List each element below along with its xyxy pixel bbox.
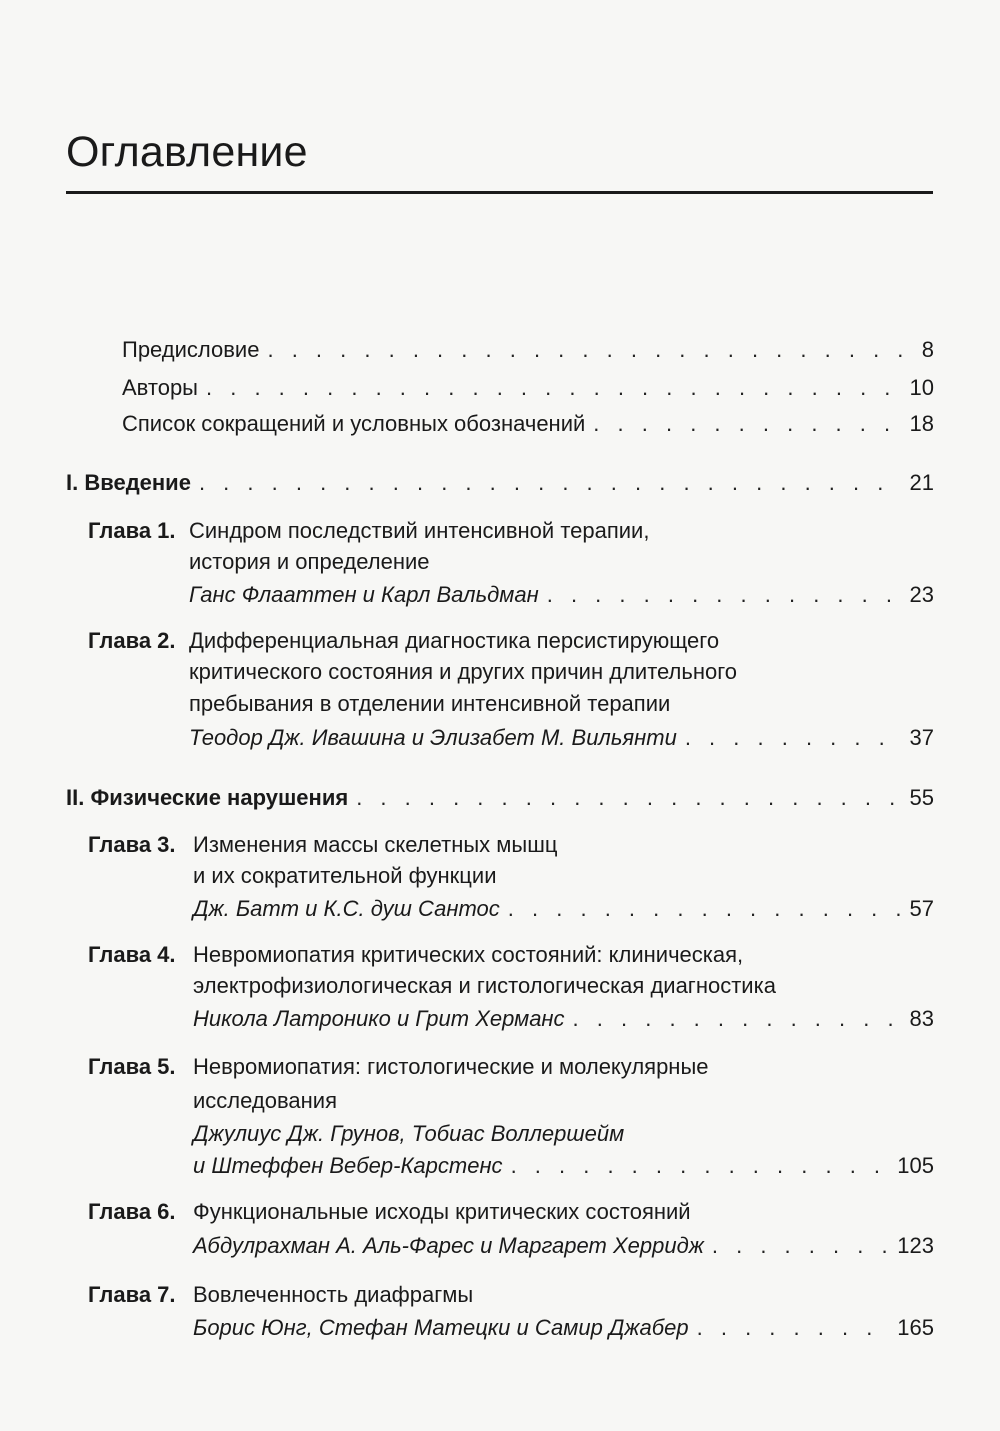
dot-leader xyxy=(593,411,901,437)
chapter-title-line[interactable]: Изменения массы скелетных мышц xyxy=(193,832,558,857)
toc-entry-chapter-7[interactable] xyxy=(193,1315,934,1341)
chapter-title-line[interactable]: исследования xyxy=(193,1088,337,1113)
toc-entry-title: Список сокращений и условных обозначений xyxy=(122,411,586,436)
toc-entry-chapter-3[interactable] xyxy=(193,896,934,922)
chapter-authors: Абдулрахман А. Аль-Фарес и Маргарет Херридж xyxy=(193,1233,704,1258)
toc-entry-abbreviations[interactable] xyxy=(122,411,934,437)
dot-leader xyxy=(685,725,902,751)
dot-leader xyxy=(573,1006,902,1032)
chapter-authors[interactable]: Джулиус Дж. Грунов, Тобиас Воллершейм xyxy=(193,1121,625,1146)
toc-page-number: 37 xyxy=(909,725,934,750)
dot-leader xyxy=(267,337,902,363)
toc-page-number: 55 xyxy=(909,785,934,810)
toc-page-number: 165 xyxy=(897,1315,934,1340)
dot-leader xyxy=(547,582,902,608)
page-title: Оглавление xyxy=(66,128,308,176)
toc-page-number: 18 xyxy=(909,411,934,436)
toc-page-number: 23 xyxy=(909,582,934,607)
dot-leader xyxy=(712,1233,889,1259)
chapter-label: Глава 6. xyxy=(88,1199,176,1224)
dot-leader xyxy=(697,1315,890,1341)
toc-entry-chapter-2[interactable] xyxy=(189,725,934,751)
chapter-title-line[interactable]: электрофизиологическая и гистологическая диагностика xyxy=(193,973,776,998)
dot-leader xyxy=(199,470,902,496)
toc-entry-title: Авторы xyxy=(122,375,198,400)
chapter-title-line[interactable]: история и определение xyxy=(189,549,430,574)
chapter-authors: Борис Юнг, Стефан Матецки и Самир Джабер xyxy=(193,1315,689,1340)
toc-entry-chapter-5[interactable] xyxy=(193,1153,934,1179)
toc-entry-preface[interactable] xyxy=(122,337,934,363)
chapter-label: Глава 3. xyxy=(88,832,176,857)
toc-section-physical-disorders[interactable] xyxy=(66,785,934,811)
toc-section-introduction[interactable] xyxy=(66,470,934,496)
toc-page-number: 8 xyxy=(921,337,934,362)
chapter-title-line[interactable]: пребывания в отделении интенсивной терапии xyxy=(189,691,671,716)
chapter-authors: Никола Латронико и Грит Херманс xyxy=(193,1006,565,1031)
chapter-title-line[interactable]: Невромиопатия критических состояний: клиническая, xyxy=(193,942,744,967)
toc-entry-chapter-6[interactable] xyxy=(193,1233,934,1259)
toc-page-number: 21 xyxy=(909,470,934,495)
chapter-authors: Ганс Флааттен и Карл Вальдман xyxy=(189,582,539,607)
dot-leader xyxy=(511,1153,890,1179)
chapter-label: Глава 5. xyxy=(88,1054,176,1079)
chapter-title-line[interactable]: Функциональные исходы критических состояний xyxy=(193,1199,691,1224)
toc-page-number: 123 xyxy=(897,1233,934,1258)
toc-entry-authors[interactable] xyxy=(122,375,934,401)
toc-page-number: 105 xyxy=(897,1153,934,1178)
chapter-label: Глава 2. xyxy=(88,628,176,653)
chapter-title-line[interactable]: и их сократительной функции xyxy=(193,863,497,888)
chapter-label: Глава 4. xyxy=(88,942,176,967)
chapter-title-line[interactable]: Дифференциальная диагностика персистирующего xyxy=(189,628,720,653)
toc-page-number: 57 xyxy=(909,896,934,921)
toc-entry-title: Предисловие xyxy=(122,337,260,362)
chapter-authors: Дж. Батт и К.С. душ Сантос xyxy=(193,896,500,921)
chapter-label: Глава 7. xyxy=(88,1282,176,1307)
dot-leader xyxy=(206,375,902,401)
chapter-title-line[interactable]: Синдром последствий интенсивной терапии, xyxy=(189,518,650,543)
chapter-authors: Теодор Дж. Ивашина и Элизабет М. Вильянти xyxy=(189,725,677,750)
dot-leader xyxy=(508,896,902,922)
title-rule xyxy=(66,191,933,194)
chapter-title-line[interactable]: критического состояния и других причин длительного xyxy=(189,659,737,684)
chapter-authors: и Штеффен Вебер-Карстенс xyxy=(193,1153,503,1178)
toc-entry-chapter-4[interactable] xyxy=(193,1006,934,1032)
chapter-title-line[interactable]: Невромиопатия: гистологические и молекулярные xyxy=(193,1054,709,1079)
chapter-title-line[interactable]: Вовлеченность диафрагмы xyxy=(193,1282,474,1307)
section-title: II. Физические нарушения xyxy=(66,785,349,810)
toc-page-number: 10 xyxy=(909,375,934,400)
dot-leader xyxy=(356,785,901,811)
section-title: I. Введение xyxy=(66,470,191,495)
toc-page-number: 83 xyxy=(909,1006,934,1031)
chapter-label: Глава 1. xyxy=(88,518,176,543)
toc-entry-chapter-1[interactable] xyxy=(189,582,934,608)
